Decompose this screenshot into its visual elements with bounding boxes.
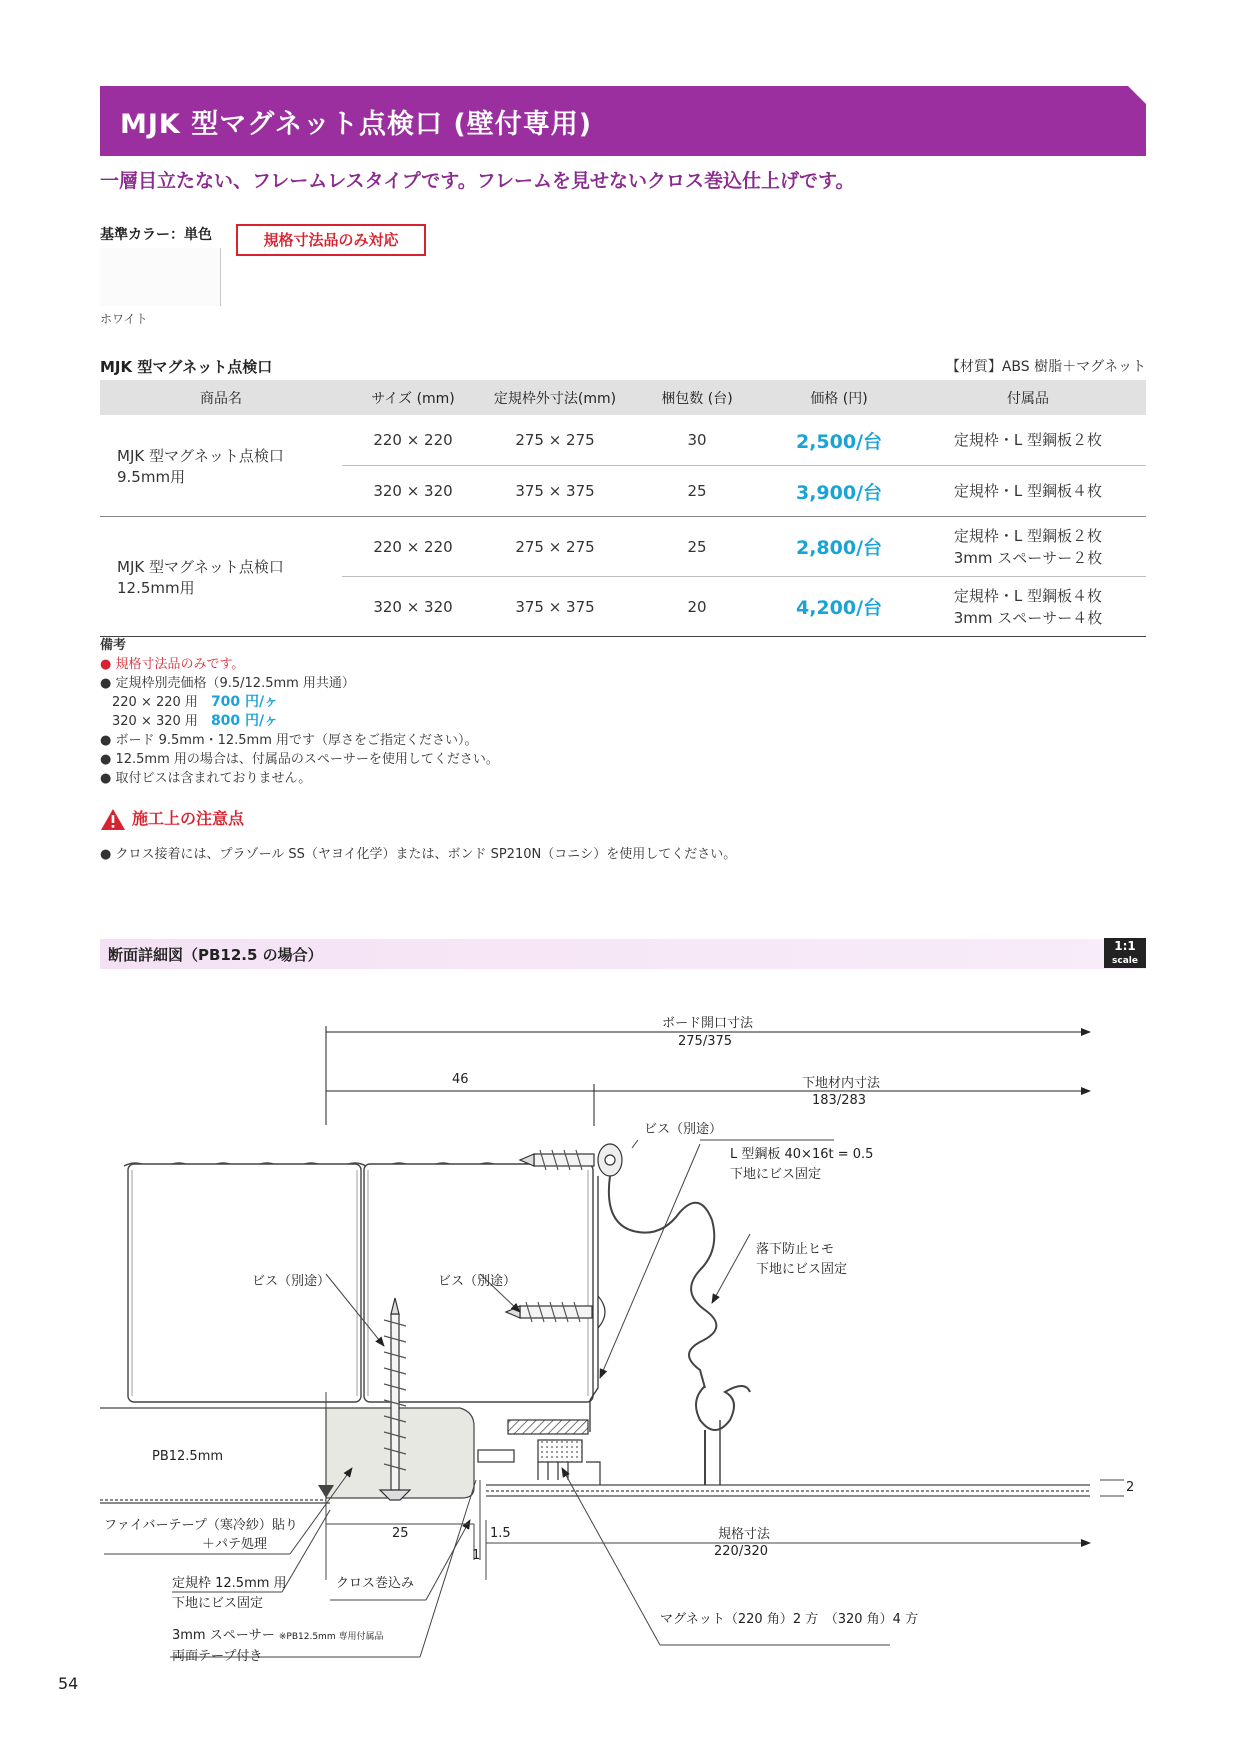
warning-icon bbox=[100, 808, 126, 831]
caution-title: 施工上の注意点 bbox=[132, 809, 245, 828]
title-corner bbox=[1128, 86, 1146, 104]
note-item: ● 規格寸法品のみです。 bbox=[100, 657, 245, 672]
header-product: 商品名 bbox=[100, 380, 342, 415]
caution-text: ● クロス接着には、プラゾール SS（ヤヨイ化学）または、ボンド SP210N（コニシ）を使用してください。 bbox=[100, 847, 737, 862]
spacer-sub: 両面テープ付き bbox=[172, 1649, 263, 1664]
price-cell: 2,800/台 bbox=[768, 517, 910, 577]
screw-top-label: ビス（別途） bbox=[644, 1122, 723, 1137]
material-label: 【材質】ABS 樹脂＋マグネット bbox=[945, 359, 1146, 375]
table-row bbox=[100, 415, 1146, 466]
std-dim-value: 220/320 bbox=[714, 1544, 769, 1559]
size-cell: 320 × 320 bbox=[342, 466, 484, 517]
note-item: ● ボード 9.5mm・12.5mm 用です（厚さをご指定ください）。 bbox=[100, 733, 478, 748]
scale-sub: scale bbox=[1112, 956, 1138, 966]
fall-prevention-string bbox=[609, 1176, 716, 1388]
note-item: ● 取付ビスは含まれておりません。 bbox=[100, 771, 312, 786]
dim-25: 25 bbox=[392, 1526, 409, 1541]
price-cell: 2,500/台 bbox=[768, 415, 910, 466]
color-swatch-name: ホワイト bbox=[100, 312, 148, 326]
board-open-value: 275/375 bbox=[678, 1034, 733, 1049]
string-label: 落下防止ヒモ bbox=[756, 1242, 835, 1257]
color-label: 基準カラー：単色 bbox=[100, 227, 212, 243]
scale-badge bbox=[1104, 938, 1146, 968]
dim-1: 1 bbox=[472, 1548, 481, 1563]
spacer-name: 3mm スペーサー bbox=[172, 1628, 275, 1643]
inner-dim-value: 183/283 bbox=[812, 1093, 867, 1108]
dim-46: 46 bbox=[452, 1072, 469, 1087]
note-item: ● 12.5mm 用の場合は、付属品のスペーサーを使用してください。 bbox=[100, 752, 499, 767]
outer-cell: 375 × 375 bbox=[484, 577, 626, 637]
string-sub: 下地にビス固定 bbox=[756, 1262, 848, 1277]
frame-block bbox=[326, 1408, 474, 1498]
magnet-assembly bbox=[478, 1420, 600, 1485]
stud-frames bbox=[124, 1163, 593, 1402]
dim-2: 2 bbox=[1126, 1480, 1135, 1495]
color-swatch bbox=[100, 248, 221, 306]
fiber-tape-label: ファイバーテープ（寒冷紗）貼り bbox=[104, 1518, 298, 1533]
accessory-line: 定規枠・L 型鋼板２枚 bbox=[953, 526, 1103, 545]
product-name: MJK 型マグネット点検口 12.5mm用 bbox=[100, 517, 342, 637]
qty-cell: 20 bbox=[626, 577, 768, 637]
frame-label: 定規枠 12.5mm 用 bbox=[172, 1576, 287, 1591]
title-bar bbox=[100, 86, 1146, 156]
size-cell: 320 × 320 bbox=[342, 577, 484, 637]
magnet-label: マグネット（220 角）2 方 （320 角）4 方 bbox=[660, 1612, 919, 1627]
header-accessory: 付属品 bbox=[910, 380, 1146, 415]
screw-left-label: ビス（別途） bbox=[252, 1274, 331, 1289]
qty-cell: 25 bbox=[626, 466, 768, 517]
qty-cell: 25 bbox=[626, 517, 768, 577]
accessory-cell bbox=[910, 466, 1146, 517]
price-cell: 4,200/台 bbox=[768, 577, 910, 637]
screw-mid-label: ビス（別途） bbox=[438, 1274, 517, 1289]
spacer-note: ※PB12.5mm 専用付属品 bbox=[278, 1632, 384, 1642]
notes bbox=[100, 636, 499, 788]
board-lines bbox=[100, 1408, 1090, 1503]
spec-table bbox=[100, 380, 1146, 637]
page-title: MJK 型マグネット点検口 (壁付専用) bbox=[120, 109, 593, 140]
cloth-wrap-label: クロス巻込み bbox=[336, 1576, 415, 1591]
l-steel-label: L 型鋼板 40×16t = 0.5 bbox=[730, 1147, 874, 1162]
accessory-line: 3mm スペーサー４枚 bbox=[953, 608, 1103, 627]
accessory-line: 定規枠・L 型鋼板４枚 bbox=[953, 586, 1103, 605]
note-price-row bbox=[100, 712, 499, 731]
note-price-value: 700 円/ヶ bbox=[210, 694, 279, 710]
standard-only-badge: 規格寸法品のみ対応 bbox=[236, 224, 426, 256]
section-title: 断面詳細図（PB12.5 の場合） bbox=[108, 946, 323, 964]
note-price-size: 320 × 320 用 bbox=[112, 714, 198, 729]
string-hook bbox=[696, 1386, 750, 1485]
price-cell: 3,900/台 bbox=[768, 466, 910, 517]
board-open-label: ボード開口寸法 bbox=[662, 1016, 754, 1031]
accessory-cell bbox=[910, 517, 1146, 577]
accessory-line: 定規枠・L 型鋼板４枚 bbox=[953, 482, 1103, 500]
note-price-row bbox=[100, 693, 499, 712]
caution-heading bbox=[100, 806, 244, 831]
qty-cell: 30 bbox=[626, 415, 768, 466]
fiber-tape-sub: ＋パテ処理 bbox=[202, 1537, 268, 1552]
header-price: 価格 (円) bbox=[768, 380, 910, 415]
table-header-row bbox=[100, 380, 1146, 415]
size-cell: 220 × 220 bbox=[342, 517, 484, 577]
pb-label: PB12.5mm bbox=[152, 1449, 224, 1464]
table-row bbox=[100, 517, 1146, 577]
spacer-label bbox=[172, 1624, 383, 1643]
l-steel-sub: 下地にビス固定 bbox=[730, 1167, 822, 1182]
size-cell: 220 × 220 bbox=[342, 415, 484, 466]
frame-sub: 下地にビス固定 bbox=[172, 1596, 264, 1611]
accessory-line: 定規枠・L 型鋼板２枚 bbox=[953, 431, 1103, 449]
outer-cell: 275 × 275 bbox=[484, 415, 626, 466]
dim-1-5: 1.5 bbox=[490, 1526, 511, 1541]
page-number: 54 bbox=[58, 1674, 79, 1693]
subtitle: 一層目立たない、フレームレスタイプです。フレームを見せないクロス巻込仕上げです。 bbox=[100, 170, 855, 192]
outer-cell: 275 × 275 bbox=[484, 517, 626, 577]
table-title: MJK 型マグネット点検口 bbox=[100, 358, 273, 376]
std-dim-label: 規格寸法 bbox=[718, 1527, 771, 1542]
accessory-cell bbox=[910, 415, 1146, 466]
inner-dim-label: 下地材内寸法 bbox=[802, 1076, 881, 1091]
header-size: サイズ (mm) bbox=[342, 380, 484, 415]
outer-cell: 375 × 375 bbox=[484, 466, 626, 517]
product-name: MJK 型マグネット点検口 9.5mm用 bbox=[100, 415, 342, 517]
note-price-size: 220 × 220 用 bbox=[112, 695, 198, 710]
header-outer: 定規枠外寸法(mm) bbox=[484, 380, 626, 415]
note-item: ● 定規枠別売価格（9.5/12.5mm 用共通） bbox=[100, 676, 355, 691]
header-qty: 梱包数 (台) bbox=[626, 380, 768, 415]
accessory-line: 3mm スペーサー２枚 bbox=[953, 548, 1103, 567]
scale-value: 1:1 bbox=[1114, 939, 1136, 953]
notes-heading: 備考 bbox=[100, 638, 127, 653]
note-price-value: 800 円/ヶ bbox=[210, 713, 279, 729]
accessory-cell bbox=[910, 577, 1146, 637]
